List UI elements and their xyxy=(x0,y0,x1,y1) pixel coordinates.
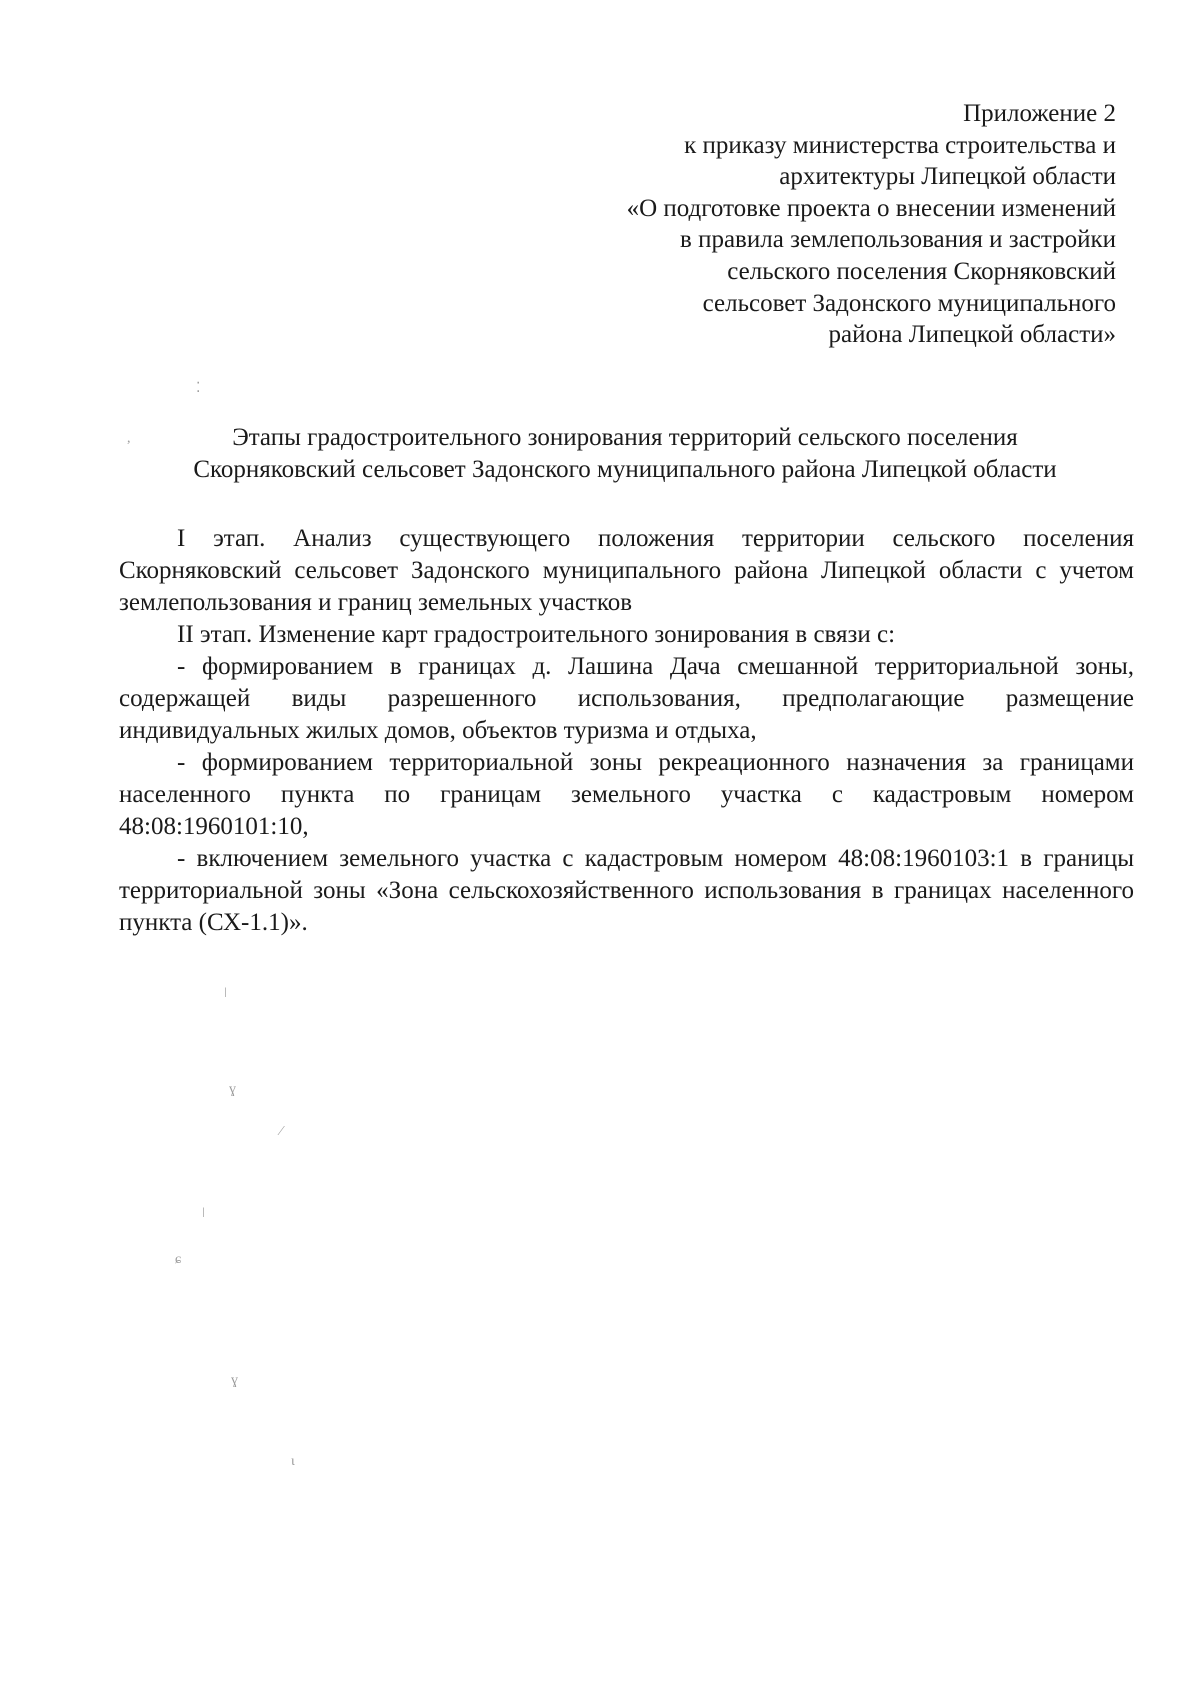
appendix-line: к приказу министерства строительства и xyxy=(684,131,1116,159)
appendix-line: архитектуры Липецкой области xyxy=(779,163,1116,191)
title-line: Скорняковский сельсовет Задонского муниципального района Липецкой области xyxy=(193,456,1057,483)
list-item-agricultural-zone: - включением земельного участка с кадастровым номером 48:08:1960103:1 в границы территориальной зоны «Зона сельскохозяйственного использования в границах населенного пункта (СХ-1.1)». xyxy=(119,845,1134,936)
document-title xyxy=(120,422,1130,486)
scan-speck: , xyxy=(127,431,131,446)
appendix-line: в правила землепользования и застройки xyxy=(680,226,1116,254)
appendix-line: сельсовет Задонского муниципального xyxy=(702,289,1116,317)
stage-2-paragraph: II этап. Изменение карт градостроительного зонирования в связи с: xyxy=(177,621,896,648)
stage-1-paragraph: I этап. Анализ существующего положения территории сельского поселения Скорняковский сельсовет Задонского муниципального района Липецкой области с учетом землепользования и границ земельных участков xyxy=(119,525,1134,616)
appendix-line: «О подготовке проекта о внесении изменений xyxy=(626,194,1116,222)
scan-speck: ⁄ xyxy=(280,1124,283,1139)
scan-speck: ɩ xyxy=(291,1454,295,1469)
scan-speck: ɣ xyxy=(229,1082,236,1097)
scan-speck: ɣ xyxy=(231,1373,238,1388)
appendix-line: района Липецкой области» xyxy=(828,321,1116,349)
appendix-header xyxy=(476,98,1116,351)
title-line: Этапы градостроительного зонирования территорий сельского поселения xyxy=(232,424,1018,451)
scan-speck: ǀ xyxy=(224,986,227,1001)
document-body xyxy=(119,523,1134,939)
scan-speck: ⁚ xyxy=(196,381,201,396)
appendix-line: сельского поселения Скорняковский xyxy=(727,257,1116,285)
scan-speck: ɕ xyxy=(175,1252,182,1267)
list-item-mixed-zone: - формированием в границах д. Лашина Дача смешанной территориальной зоны, содержащей виды разрешенного использования, предполагающие размещение индивидуальных жилых домов, объектов туризма и отдыха, xyxy=(119,653,1134,744)
scan-speck: ǀ xyxy=(202,1206,205,1221)
appendix-line: Приложение 2 xyxy=(963,100,1116,127)
list-item-recreation-zone: - формированием территориальной зоны рекреационного назначения за границами населенного пункта по границам земельного участка с кадастровым номером 48:08:1960101:10, xyxy=(119,749,1134,840)
